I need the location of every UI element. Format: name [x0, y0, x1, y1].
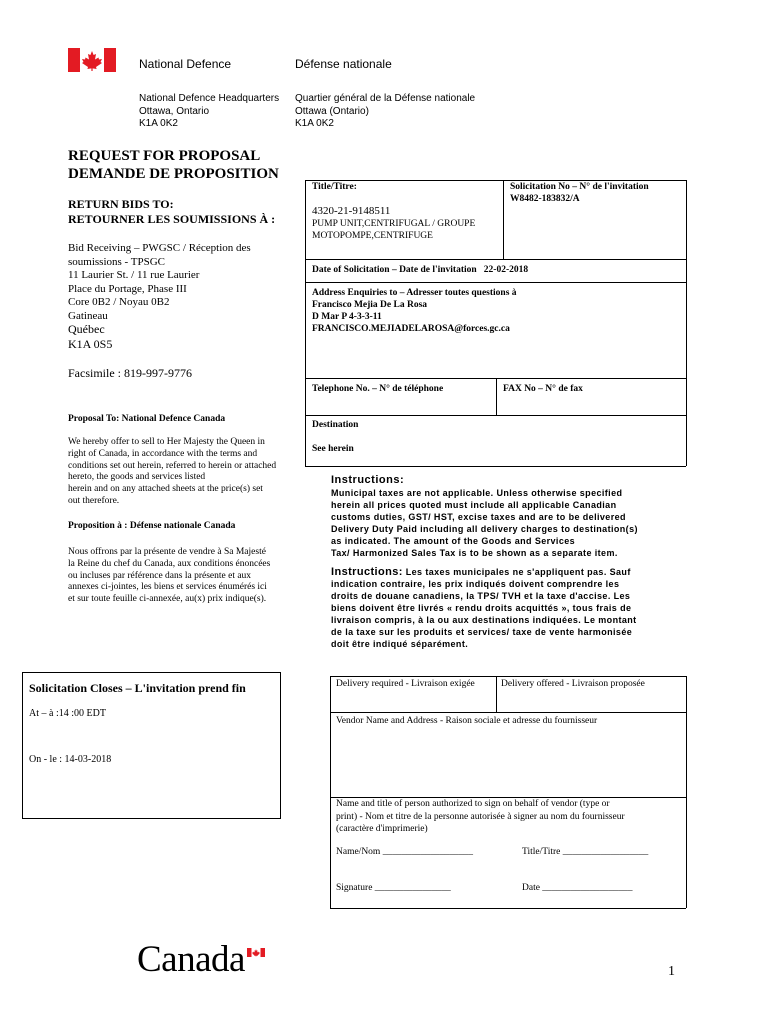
return-address: Bid Receiving – PWGSC / Réception des soumissions - TPSGC 11 Laurier St. / 11 rue Laurier Place du Portage, Phase III Core 0B2 / Noyau 0B2 Gatineau — [68, 242, 251, 322]
proposal-to-fr: Proposition à : Défense nationale Canada — [68, 521, 236, 531]
instructions-heading-en: Instructions: — [331, 474, 405, 486]
canada-flag-icon — [68, 48, 116, 72]
table-right-rule — [686, 180, 687, 466]
authorized-person-label: Name and title of person authorized to sign on behalf of vendor (type or print) - Nom et titre de la personne autorisée à signer au nom du fournisseur (caractère d'imprimerie) — [336, 799, 625, 834]
fax-label: FAX No – N° de fax — [503, 384, 583, 394]
solicitation-no: Solicitation No – N° de l'invitation W8482-183832/A — [510, 182, 649, 204]
facsimile: Facsimile : 819-997-9776 — [68, 366, 192, 380]
title-field[interactable]: Title/Titre __________________ — [522, 847, 649, 857]
solicitation-closes-title: Solicitation Closes – L'invitation prend fin — [29, 681, 246, 695]
page-number: 1 — [668, 964, 675, 979]
hq-address-fr: Quartier général de la Défense nationale Ottawa (Ontario) K1A 0K2 — [295, 93, 476, 129]
wordmark-flag-icon — [247, 944, 265, 953]
vendor-right-rule — [686, 676, 687, 908]
phone-fax-divider — [496, 378, 497, 415]
date-row-rule — [305, 282, 686, 283]
hq-address-en: National Defence Headquarters Ottawa, Ontario K1A 0K2 — [139, 93, 280, 129]
vendor-address-label: Vendor Name and Address - Raison sociale et adresse du fournisseur — [336, 716, 598, 726]
title-solicitation-divider — [503, 180, 504, 259]
destination-value: See herein — [312, 444, 354, 454]
delivery-row-rule — [330, 712, 686, 713]
canada-wordmark: Canada — [137, 939, 245, 980]
return-province-postal: Québec K1A 0S5 — [68, 322, 113, 351]
date-field[interactable]: Date ___________________ — [522, 883, 633, 893]
title-label: Title/Titre: — [312, 182, 357, 192]
document-title: REQUEST FOR PROPOSAL DEMANDE DE PROPOSITION — [68, 148, 279, 182]
title-row-rule — [305, 259, 686, 260]
dept-name-fr: Défense nationale — [295, 57, 392, 71]
telephone-label: Telephone No. – N° de téléphone — [312, 384, 444, 394]
instructions-text-en: Municipal taxes are not applicable. Unless otherwise specified herein all prices quoted must include all applicable Canadian customs duties, GST/ HST, excise taxes and are to be delivered Delivery Duty Paid including all delivery charges to destination(s) as indicated. The amount of the Goods and Services Tax/ Harmonized Sales Tax is to be shown as a separate item. — [331, 488, 638, 558]
solicitation-date: Date of Solicitation – Date de l'invitation 22-02-2018 — [312, 265, 529, 275]
vendor-top-rule — [330, 676, 686, 677]
delivery-divider — [496, 676, 497, 712]
return-bids-heading: RETURN BIDS TO: RETOURNER LES SOUMISSIONS À : — [68, 197, 276, 226]
offer-text-fr: Nous offrons par la présente de vendre à Sa Majesté la Reine du chef du Canada, aux conditions énoncées ou incluses par référence dans la présente et aux annexes ci-jointes, les biens et services énumérés ici et sur toute feuille ci-annexée, au(x) prix indique(s). — [68, 547, 271, 605]
enquiries-contact: Address Enquiries to – Adresser toutes questions à Francisco Mejia De La Rosa D Mar P 4-3-3-11 FRANCISCO.MEJIADELAROSA@forces.gc.ca — [312, 288, 517, 334]
vendor-left-rule — [330, 676, 331, 908]
signature-field[interactable]: Signature ________________ — [336, 883, 451, 893]
destination-row-rule — [305, 466, 686, 467]
vendor-bottom-rule — [330, 908, 686, 909]
dept-name-en: National Defence — [139, 57, 232, 71]
delivery-offered-label: Delivery offered - Livraison proposée — [501, 679, 645, 689]
phone-row-rule — [305, 415, 686, 416]
offer-text-en: We hereby offer to sell to Her Majesty the Queen in right of Canada, in accordance with the terms and conditions set out herein, referred to herein or attached hereto, the goods and services listed herein and on any attached sheets at the price(s) set out therefore. — [68, 437, 277, 506]
delivery-required-label: Delivery required - Livraison exigée — [336, 679, 475, 689]
title-number: 4320-21-9148511 — [312, 205, 391, 217]
proposal-to-en: Proposal To: National Defence Canada — [68, 414, 226, 424]
closing-date: On - le : 14-03-2018 — [29, 754, 112, 765]
destination-label: Destination — [312, 420, 359, 430]
instructions-text-fr: Instructions: Les taxes municipales ne s'appliquent pas. Sauf indication contraire, les prix indiqués doivent comprendre les droits de douane canadiens, la TPS/ TVH et la taxe d'accise. Les biens doivent être livrés « rendu droits acquittés », tous frais de livraison compris, à la ou aux destinations indiquées. Le montant de la taxe sur les produits et services/ taxe de vente harmonisée doit être indiqué séparément. — [331, 566, 637, 649]
name-field[interactable]: Name/Nom ___________________ — [336, 847, 473, 857]
title-description: PUMP UNIT,CENTRIFUGAL / GROUPE MOTOPOMPE,CENTRIFUGE — [312, 219, 476, 241]
table-left-rule — [305, 180, 306, 466]
closing-time: At – à :14 :00 EDT — [29, 708, 106, 719]
